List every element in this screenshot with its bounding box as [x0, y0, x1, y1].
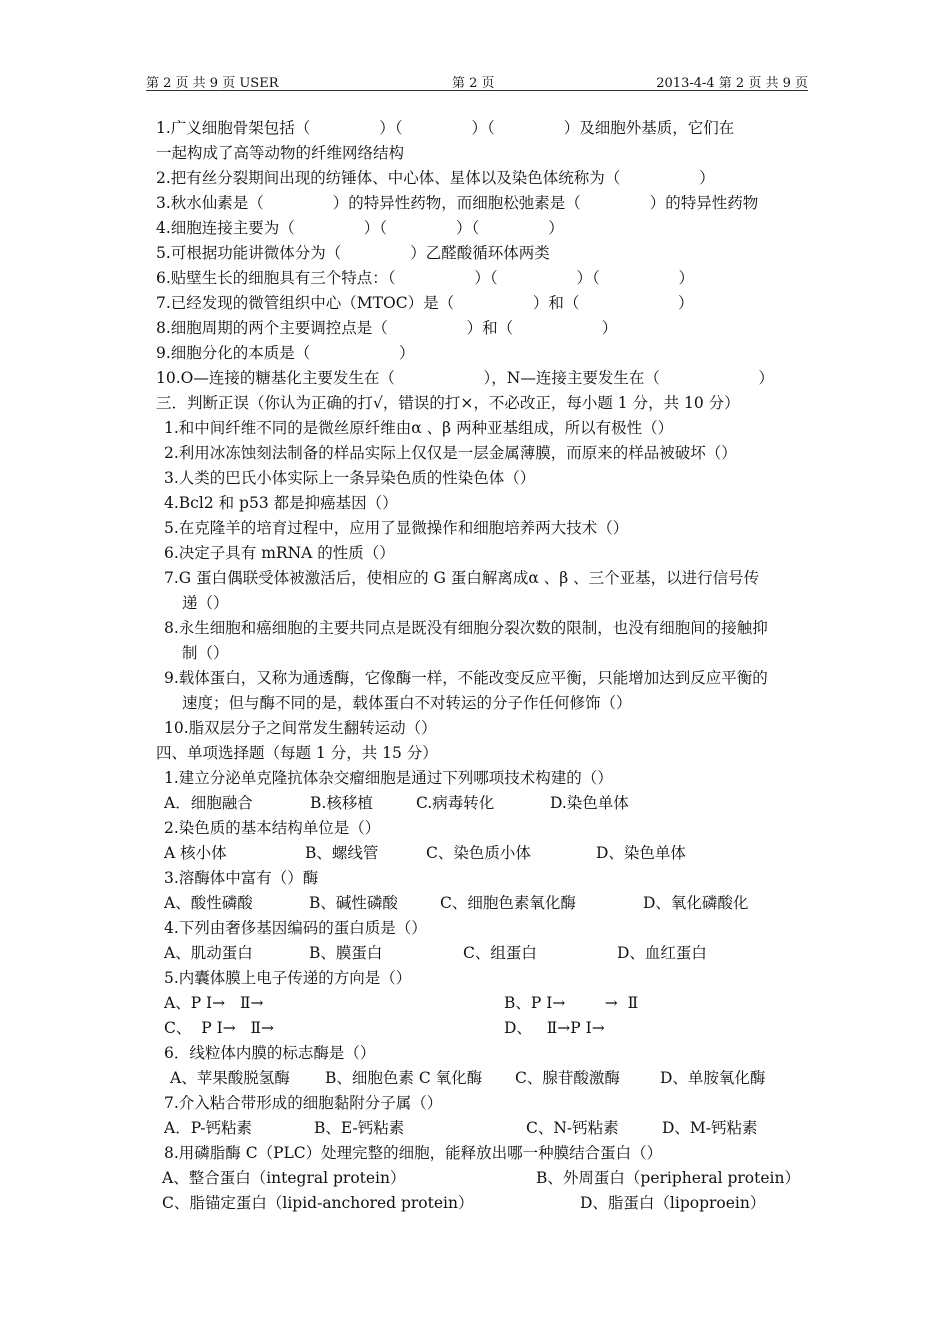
- judge-item: 7.G 蛋白偶联受体被激活后，使相应的 G 蛋白解离成α 、β 、三个亚基，以进行信号传: [164, 569, 760, 587]
- option-b: B、细胞色素 C 氧化酶: [325, 1069, 483, 1087]
- choice-question-4: 4.下列由奢侈基因编码的蛋白质是（）: [164, 919, 427, 937]
- choice-options-7: [156, 1116, 808, 1141]
- choice-options-4: [156, 941, 808, 966]
- judge-item-continued: 递（）: [182, 594, 229, 612]
- choice-question-2: 2.染色质的基本结构单位是（）: [164, 819, 381, 837]
- option-b: B、膜蛋白: [309, 944, 383, 962]
- header-center: 第 2 页: [452, 76, 495, 91]
- judge-item-continued: 制（）: [182, 644, 229, 662]
- option-c: C、N-钙粘素: [526, 1119, 619, 1137]
- option-d: D、单胺氧化酶: [660, 1069, 766, 1087]
- option-c: C、染色质小体: [426, 844, 531, 862]
- judge-item: 1.和中间纤维不同的是微丝原纤维由α 、β 两种亚基组成，所以有极性（）: [164, 419, 674, 437]
- fill-question-1b: 一起构成了高等动物的纤维网络结构: [156, 144, 405, 162]
- judge-section-title: 三．判断正误（你认为正确的打√，错误的打×，不必改正，每小题 1 分，共 10 分）: [156, 394, 740, 412]
- option-d: D.染色单体: [550, 794, 629, 812]
- choice-options-3: [156, 891, 808, 916]
- option-b: B、E-钙粘素: [314, 1119, 405, 1137]
- choice-options-2: [156, 841, 808, 866]
- option-c: C、组蛋白: [463, 944, 537, 962]
- option-d: D、脂蛋白（lipoproein）: [580, 1194, 766, 1212]
- judge-item: 3.人类的巴氏小体实际上一条异染色质的性染色体（）: [164, 469, 536, 487]
- judge-item: 2.利用冰冻蚀刻法制备的样品实际上仅仅是一层金属薄膜，而原来的样品被破坏（）: [164, 444, 737, 462]
- option-a: A 核小体: [164, 844, 227, 862]
- option-b: B、螺线管: [305, 844, 379, 862]
- judge-item: 8.永生细胞和癌细胞的主要共同点是既没有细胞分裂次数的限制，也没有细胞间的接触抑: [164, 619, 768, 637]
- option-c: C、腺苷酸激酶: [515, 1069, 620, 1087]
- choice-question-1: 1.建立分泌单克隆抗体杂交瘤细胞是通过下列哪项技术构建的（）: [164, 769, 613, 787]
- judge-item: 5.在克隆羊的培育过程中，应用了显微操作和细胞培养两大技术（）: [164, 519, 629, 537]
- option-a: A．细胞融合: [164, 794, 253, 812]
- option-a: A、酸性磷酸: [164, 894, 253, 912]
- judge-item: 4.Bcl2 和 p53 都是抑癌基因（）: [164, 494, 398, 512]
- option-a: A、整合蛋白（integral protein）: [162, 1169, 406, 1187]
- judge-item-continued: 速度；但与酶不同的是，载体蛋白不对转运的分子作任何修饰（）: [182, 694, 632, 712]
- option-b: B、碱性磷酸: [309, 894, 398, 912]
- option-c: C、脂锚定蛋白（lipid-anchored protein）: [162, 1194, 474, 1212]
- choice-options-6: [156, 1066, 808, 1091]
- choice-options-5b: [156, 1016, 808, 1041]
- option-a: A、P Ⅰ→ Ⅱ→: [164, 994, 264, 1012]
- choice-question-7: 7.介入粘合带形成的细胞黏附分子属（）: [164, 1094, 443, 1112]
- judge-item: 6.决定子具有 mRNA 的性质（）: [164, 544, 395, 562]
- fill-question-1a: 1.广义细胞骨架包括（ ）（ ）（ ）及细胞外基质，它们在: [156, 119, 735, 137]
- header-left: 第 2 页 共 9 页 USER: [146, 76, 279, 91]
- choice-options-5a: [156, 991, 808, 1016]
- option-b: B.核移植: [310, 794, 373, 812]
- choice-section-title: 四、单项选择题（每题 1 分，共 15 分）: [156, 744, 438, 762]
- option-d: D、血红蛋白: [617, 944, 707, 962]
- fill-question-9: 9.细胞分化的本质是（ ）: [156, 344, 415, 362]
- fill-question-7: 7.已经发现的微管组织中心（MTOC）是（ ）和（ ）: [156, 294, 694, 312]
- option-d: D、染色单体: [596, 844, 686, 862]
- choice-options-8a: [156, 1166, 808, 1191]
- fill-question-8: 8.细胞周期的两个主要调控点是（ ）和（ ）: [156, 319, 618, 337]
- header-right: 2013-4-4 第 2 页 共 9 页: [656, 76, 808, 91]
- choice-options-1: [156, 791, 808, 816]
- fill-question-4: 4.细胞连接主要为（ ）（ ）（ ）: [156, 219, 564, 237]
- option-c: C.病毒转化: [416, 794, 495, 812]
- option-a: A、苹果酸脱氢酶: [170, 1069, 290, 1087]
- option-d: D、M-钙粘素: [662, 1119, 758, 1137]
- fill-question-5: 5.可根据功能讲微体分为（ ）乙醛酸循环体两类: [156, 244, 550, 262]
- fill-question-3: 3.秋水仙素是（ ）的特异性药物，而细胞松弛素是（ ）的特异性药物: [156, 194, 759, 212]
- option-c: C、 P Ⅰ→ Ⅱ→: [164, 1019, 274, 1037]
- option-b: B、外周蛋白（peripheral protein）: [536, 1169, 800, 1187]
- choice-options-8b: [156, 1191, 808, 1216]
- choice-question-6: 6．线粒体内膜的标志酶是（）: [164, 1044, 376, 1062]
- fill-question-2: 2.把有丝分裂期间出现的纺锤体、中心体、星体以及染色体统称为（ ）: [156, 169, 715, 187]
- page-header: [146, 70, 808, 91]
- judge-item: 9.载体蛋白，又称为通透酶，它像酶一样，不能改变反应平衡，只能增加达到反应平衡的: [164, 669, 768, 687]
- fill-question-10: 10.O—连接的糖基化主要发生在（ ），N—连接主要发生在（ ）: [156, 369, 774, 387]
- choice-question-8: 8.用磷脂酶 C（PLC）处理完整的细胞，能释放出哪一种膜结合蛋白（）: [164, 1144, 663, 1162]
- fill-question-6: 6.贴壁生长的细胞具有三个特点：（ ）（ ）（ ）: [156, 269, 695, 287]
- judge-item: 10.脂双层分子之间常发生翻转运动（）: [164, 719, 437, 737]
- choice-question-3: 3.溶酶体中富有（）酶: [164, 869, 319, 887]
- page-content: [156, 116, 808, 1216]
- option-d: D、氧化磷酸化: [643, 894, 749, 912]
- option-a: A、肌动蛋白: [164, 944, 253, 962]
- option-a: A．P-钙粘素: [164, 1119, 253, 1137]
- option-c: C、细胞色素氧化酶: [440, 894, 576, 912]
- option-d: D、 Ⅱ→P Ⅰ→: [504, 1019, 605, 1037]
- option-b: B、P Ⅰ→ → Ⅱ: [504, 994, 639, 1012]
- choice-question-5: 5.内囊体膜上电子传递的方向是（）: [164, 969, 412, 987]
